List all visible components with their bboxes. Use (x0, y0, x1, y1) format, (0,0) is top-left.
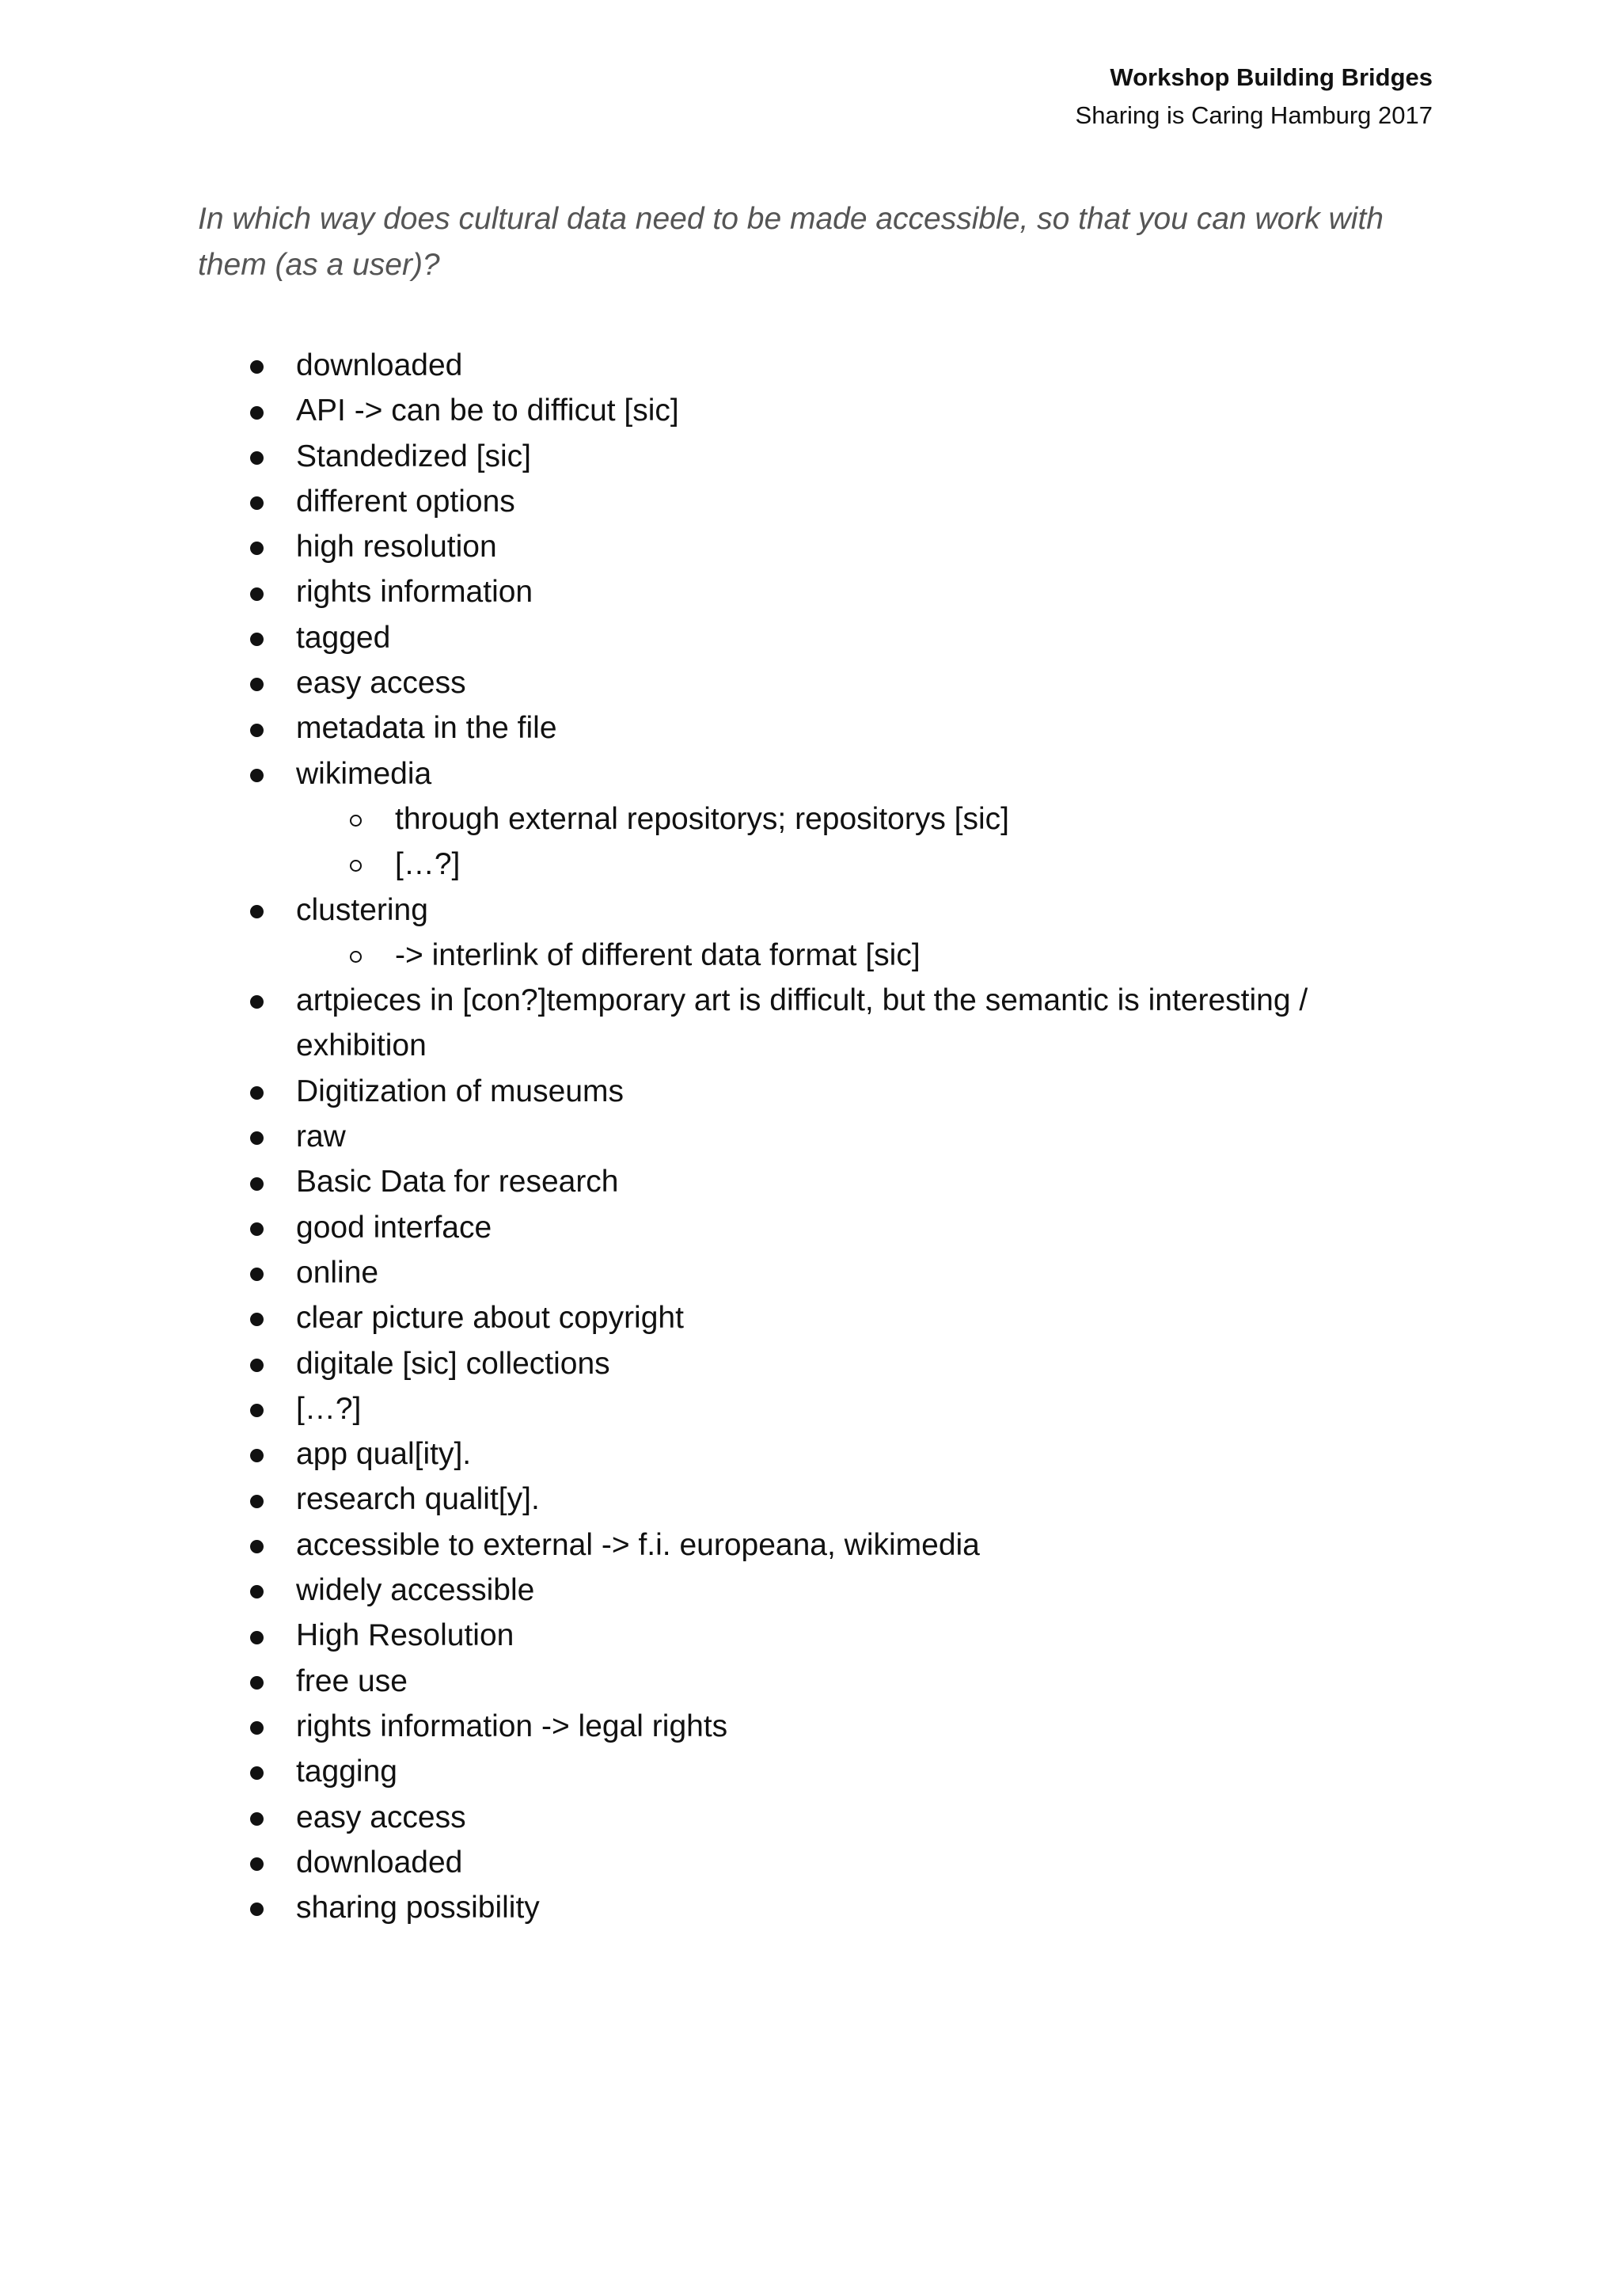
header-title: Workshop Building Bridges (1110, 63, 1433, 91)
list-item-text: different options (296, 484, 515, 519)
sub-list-item (198, 933, 1433, 978)
list-item-text: Digitization of museums (296, 1074, 624, 1108)
list-item-text: easy access (296, 1800, 466, 1834)
filled-bullet-icon (247, 1522, 266, 1568)
sub-list-item (198, 796, 1433, 842)
list-item-text: tagging (296, 1754, 397, 1789)
list-item-text: free use (296, 1663, 408, 1698)
list-item-text: artpieces in [con?]temporary art is difficult, but the semantic is interesting / exhibition (296, 983, 1308, 1063)
filled-bullet-icon (247, 1069, 266, 1114)
list-item (198, 1795, 1433, 1840)
filled-bullet-icon (247, 1704, 266, 1749)
list-item (198, 434, 1433, 479)
hollow-bullet-icon (346, 842, 365, 887)
filled-bullet-icon (247, 1386, 266, 1431)
list-item (198, 1840, 1433, 1885)
answer-list (198, 343, 1433, 1930)
list-item-text: online (296, 1255, 379, 1290)
filled-bullet-icon (247, 1749, 266, 1794)
filled-bullet-icon (247, 1568, 266, 1613)
list-item (198, 1205, 1433, 1250)
list-item (198, 1295, 1433, 1340)
list-item-text: sharing possibility (296, 1891, 540, 1925)
filled-bullet-icon (247, 479, 266, 524)
list-item (198, 1659, 1433, 1704)
filled-bullet-icon (247, 1159, 266, 1204)
list-item-text: app qual[ity]. (296, 1437, 472, 1472)
filled-bullet-icon (247, 569, 266, 614)
list-item (198, 751, 1433, 796)
list-item-text: research qualit[y]. (296, 1482, 540, 1517)
list-item (198, 1885, 1433, 1930)
filled-bullet-icon (247, 660, 266, 705)
filled-bullet-icon (247, 524, 266, 569)
filled-bullet-icon (247, 343, 266, 388)
list-item-text: downloaded (296, 1845, 463, 1880)
filled-bullet-icon (247, 1250, 266, 1295)
list-item (198, 1159, 1433, 1204)
filled-bullet-icon (247, 751, 266, 796)
list-item-text: high resolution (296, 530, 497, 564)
list-item (198, 1431, 1433, 1477)
filled-bullet-icon (247, 1477, 266, 1522)
list-item-text: raw (296, 1119, 346, 1154)
list-item (198, 1250, 1433, 1295)
list-item (198, 524, 1433, 569)
filled-bullet-icon (247, 1885, 266, 1930)
list-item (198, 479, 1433, 524)
hollow-bullet-icon (346, 796, 365, 842)
list-item-text: wikimedia (296, 756, 432, 791)
list-item-text: clustering (296, 892, 428, 927)
list-item (198, 1749, 1433, 1794)
list-item-text: High Resolution (296, 1618, 514, 1653)
list-item-text: through external repositorys; repositorys [sic] (395, 801, 1010, 836)
list-item (198, 1477, 1433, 1522)
list-item-text: clear picture about copyright (296, 1301, 684, 1336)
hollow-bullet-icon (346, 933, 365, 978)
list-item (198, 978, 1433, 1069)
list-item-text: digitale [sic] collections (296, 1346, 610, 1381)
list-item (198, 1114, 1433, 1159)
page-header (1076, 59, 1433, 135)
list-item-text: […?] (395, 847, 461, 882)
filled-bullet-icon (247, 1431, 266, 1477)
list-item (198, 705, 1433, 751)
list-item-text: -> interlink of different data format [sic] (395, 937, 921, 972)
filled-bullet-icon (247, 615, 266, 660)
list-item (198, 1568, 1433, 1613)
list-item (198, 888, 1433, 933)
list-item-text: Basic Data for research (296, 1165, 619, 1199)
list-item-text: […?] (296, 1391, 362, 1426)
filled-bullet-icon (247, 1659, 266, 1704)
list-item (198, 660, 1433, 705)
filled-bullet-icon (247, 388, 266, 433)
list-item-text: downloaded (296, 348, 463, 382)
list-item (198, 388, 1433, 433)
list-item-text: good interface (296, 1210, 492, 1245)
filled-bullet-icon (247, 705, 266, 751)
question-heading: In which way does cultural data need to be made accessible, so that you can work with them (as a user)? (198, 202, 1384, 282)
list-item-text: widely accessible (296, 1573, 535, 1608)
list-item (198, 1341, 1433, 1386)
list-item-text: API -> can be to difficut [sic] (296, 393, 679, 428)
filled-bullet-icon (247, 1840, 266, 1885)
filled-bullet-icon (247, 1295, 266, 1340)
filled-bullet-icon (247, 1613, 266, 1658)
list-item-text: Standedized [sic] (296, 439, 532, 473)
filled-bullet-icon (247, 1795, 266, 1840)
list-item (198, 569, 1433, 614)
sub-list-item (198, 842, 1433, 887)
list-item-text: rights information -> legal rights (296, 1709, 728, 1743)
header-subtitle: Sharing is Caring Hamburg 2017 (1075, 101, 1433, 129)
filled-bullet-icon (247, 434, 266, 479)
filled-bullet-icon (247, 978, 266, 1023)
list-item (198, 343, 1433, 388)
list-item (198, 1704, 1433, 1749)
filled-bullet-icon (247, 1341, 266, 1386)
list-item (198, 1386, 1433, 1431)
list-item-text: metadata in the file (296, 711, 557, 746)
list-item (198, 1613, 1433, 1658)
list-item (198, 1522, 1433, 1568)
list-item-text: accessible to external -> f.i. europeana, wikimedia (296, 1527, 980, 1562)
list-item (198, 1069, 1433, 1114)
filled-bullet-icon (247, 1205, 266, 1250)
filled-bullet-icon (247, 1114, 266, 1159)
list-item-text: rights information (296, 575, 533, 610)
list-item-text: tagged (296, 620, 391, 655)
list-item-text: easy access (296, 666, 466, 701)
filled-bullet-icon (247, 888, 266, 933)
list-item (198, 615, 1433, 660)
